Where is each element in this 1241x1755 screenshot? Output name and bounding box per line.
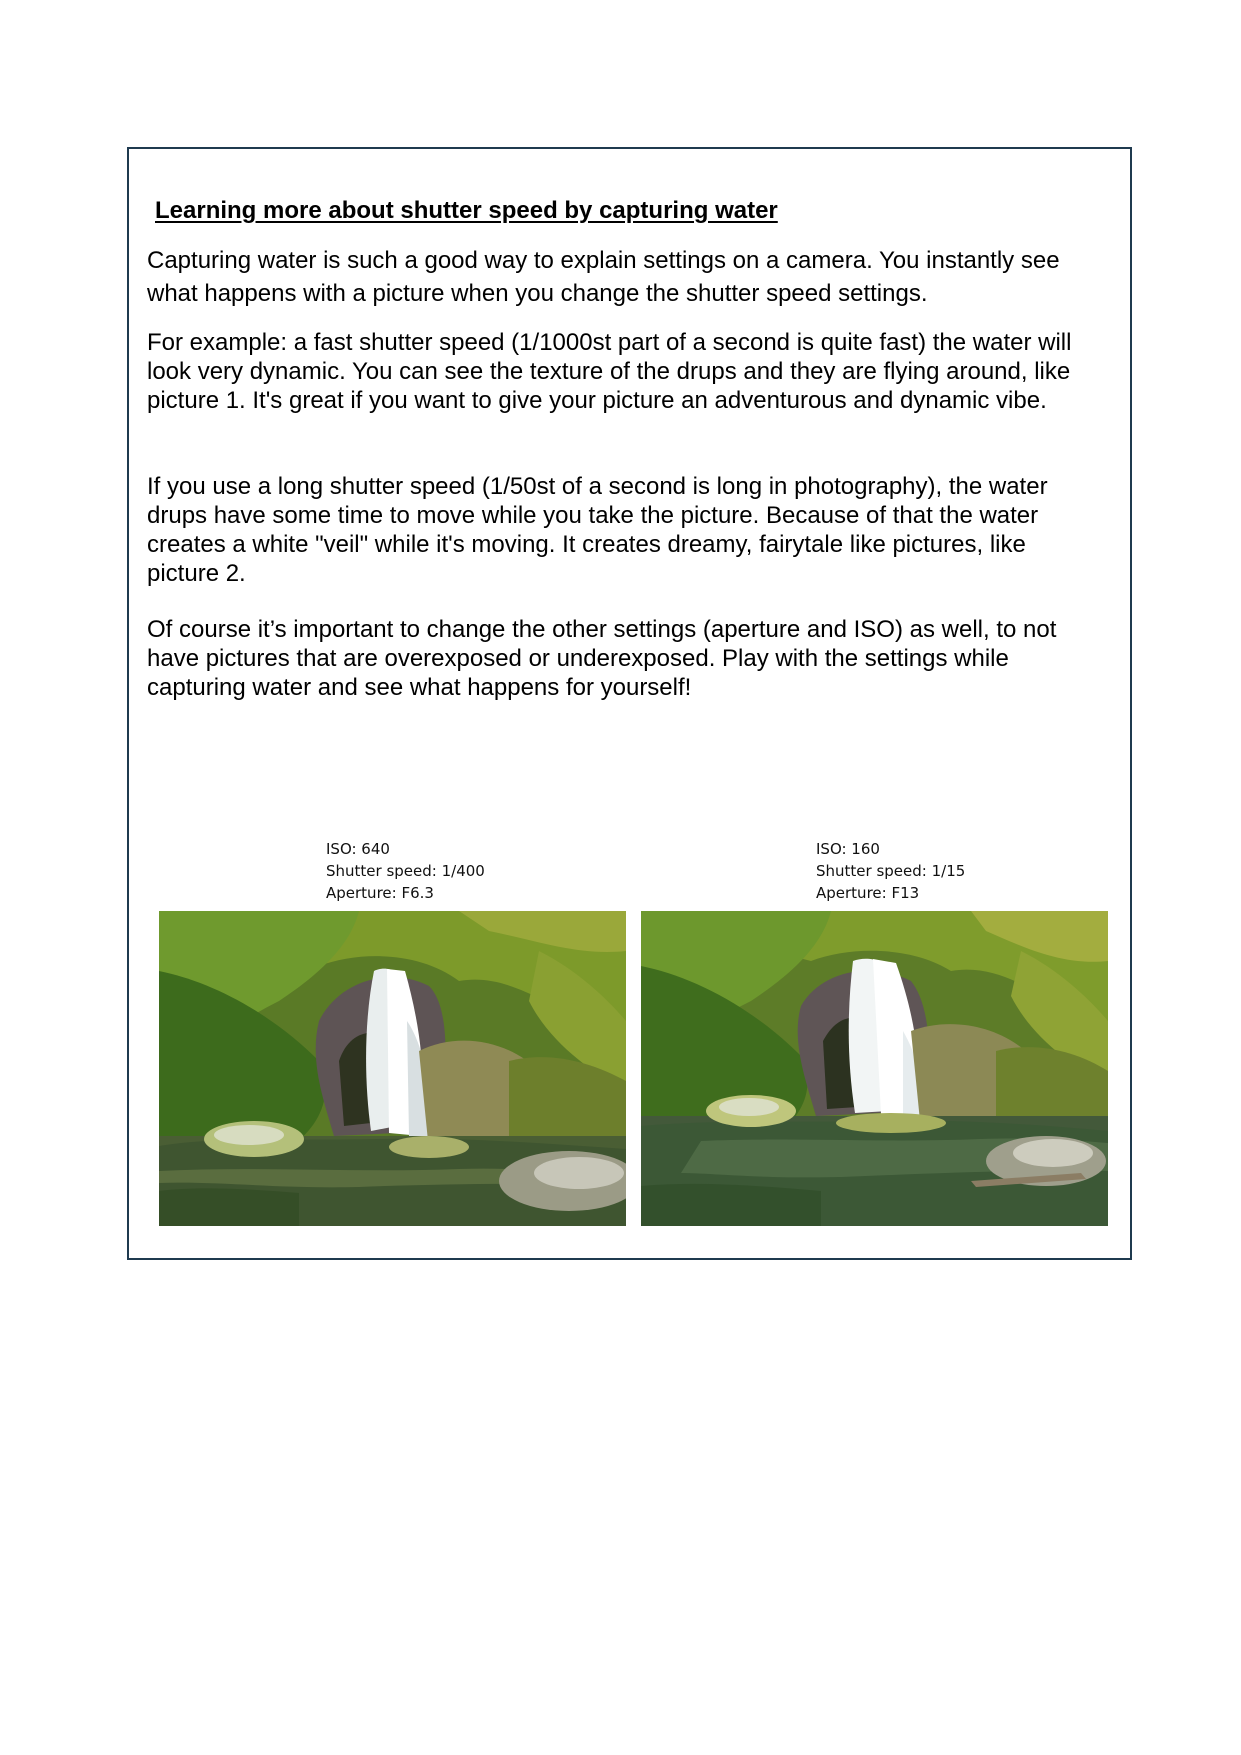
photo-1-iso: ISO: 640 [326, 840, 390, 858]
photo-1-aperture: Aperture: F6.3 [326, 884, 434, 902]
photo-2-settings [816, 838, 965, 904]
photo-1-shutter-speed: Shutter speed: 1/400 [326, 862, 485, 880]
paragraph-intro: Capturing water is such a good way to explain settings on a camera. You instantly see what happens with a picture when you change the shutter speed settings. [147, 247, 1060, 307]
photo-2-iso: ISO: 160 [816, 840, 880, 858]
paragraph-fast-shutter: For example: a fast shutter speed (1/1000st part of a second is quite fast) the water will look very dynamic. You can see the texture of the drups and they are flying around, like picture 1. It's great if you want to give your picture an adventurous and dynamic vibe. [147, 329, 1072, 414]
paragraph-long-shutter: If you use a long shutter speed (1/50st of a second is long in photography), the water drups have some time to move while you take the picture. Because of that the water creates a white "veil" while it's moving. It creates dreamy, fairytale like pictures, like picture 2. [147, 473, 1048, 587]
waterfall-photo-fast-shutter [159, 911, 626, 1226]
article-title: Learning more about shutter speed by capturing water [155, 197, 778, 224]
waterfall-photo-slow-shutter [641, 911, 1108, 1226]
paragraph-other-settings: Of course it’s important to change the other settings (aperture and ISO) as well, to not have pictures that are overexposed or underexposed. Play with the settings while capturing water and see what happens for yourself! [147, 616, 1057, 701]
photo-2-shutter-speed: Shutter speed: 1/15 [816, 862, 966, 880]
photo-2-aperture: Aperture: F13 [816, 884, 920, 902]
photo-1-settings [326, 838, 485, 904]
